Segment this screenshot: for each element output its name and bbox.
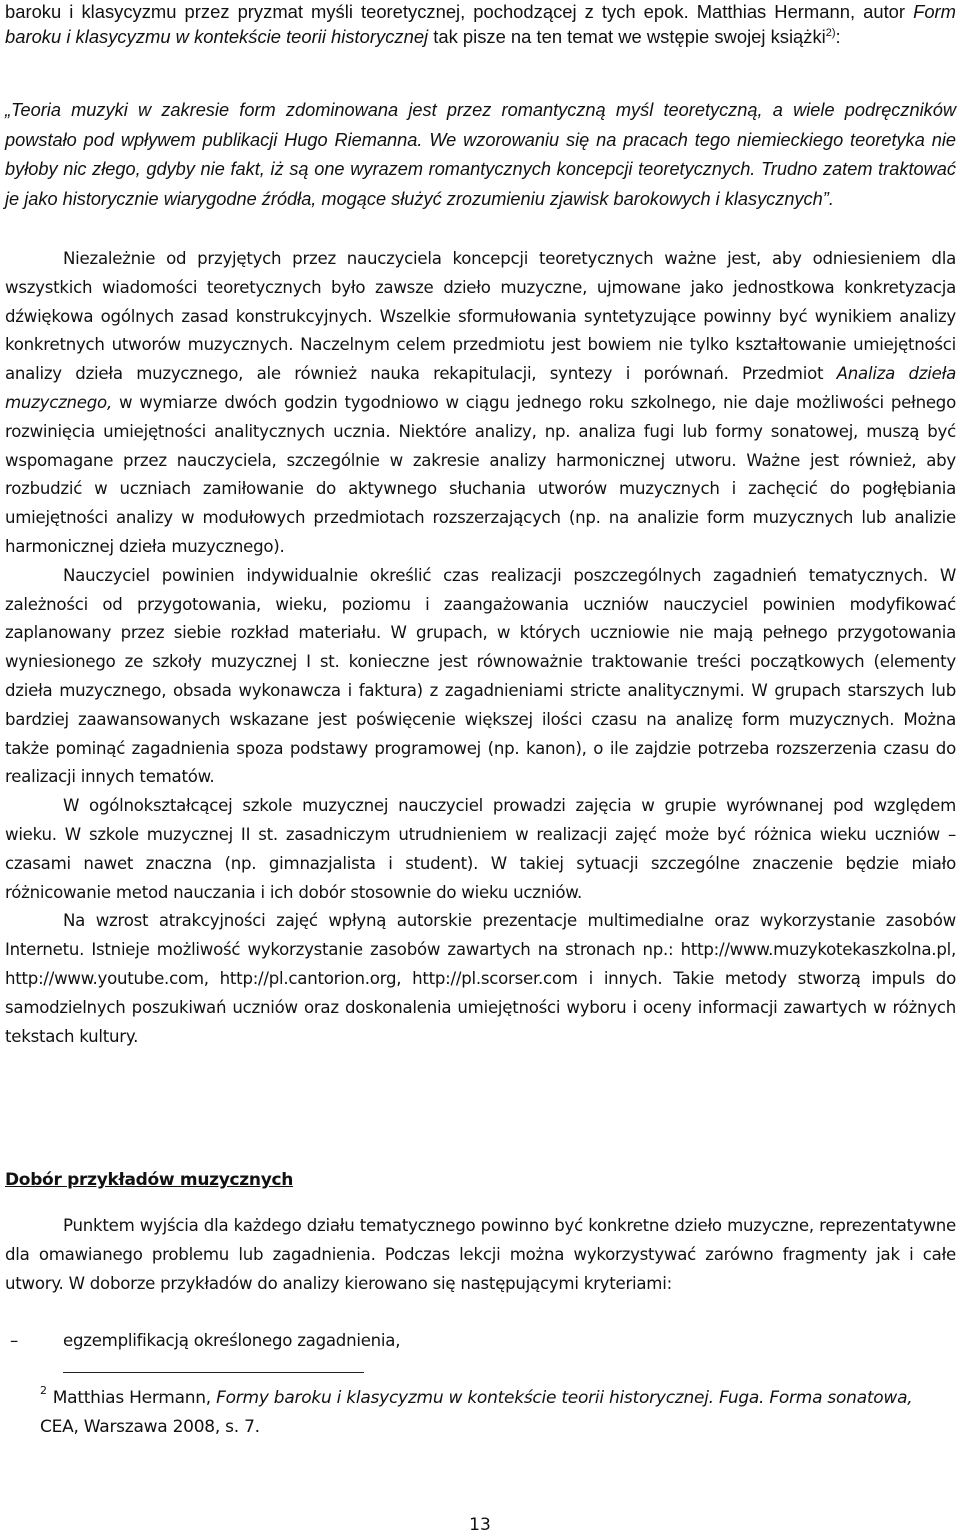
footnote-author: Matthias Hermann,	[52, 1388, 217, 1408]
list-dash: –	[10, 1330, 19, 1350]
book-title: Form baroku i klasycyzmu w kontekście teorii historycznej	[5, 1, 956, 47]
subject-name: Analiza dzieła muzycznego,	[5, 364, 956, 412]
criteria-list	[5, 1326, 956, 1354]
footnote-publisher: CEA, Warszawa 2008, s. 7.	[40, 1417, 260, 1437]
paragraph-text: Niezależnie od przyjętych przez nauczyciela koncepcji teoretycznych ważne jest, aby odniesieniem dla wszystkich wiadomości teoretycznych było zawsze dzieło muzyczne, ujmowane jako jednostkowa konkretyzacja dźwiękowa ogólnych zasad konstrukcyjnych. Wszelkie sformułowania syntetyzujące powinny być wynikiem analizy konkretnych utworów muzycznych. Naczelnym celem przedmiotu jest bowiem nie tylko kształtowanie umiejętności analizy dzieła muzycznego, ale również nauka rekapitulacji, syntezy i porównań. Przedmiot	[5, 249, 956, 384]
paragraph-analysis	[5, 245, 956, 562]
body-text	[5, 245, 956, 1051]
resource-links[interactable]: http://www.muzykotekaszkolna.pl, http://www.youtube.com, http://pl.cantorion.org, http://pl.scorser.com	[5, 940, 956, 988]
paragraph-text: i innych. Takie metody stworzą impuls do samodzielnych poszukiwań uczniów oraz doskonalenia umiejętności wyboru i oceny informacji zawartych w różnych tekstach kultury.	[5, 968, 956, 1046]
paragraph-age: W ogólnokształcącej szkole muzycznej nauczyciel prowadzi zajęcia w grupie wyrównanej pod względem wieku. W szkole muzycznej II st. zasadniczym utrudnieniem w realizacji zajęć może być różnica wieku uczniów – czasami nawet znaczna (np. gimnazjalista i student). W takiej sytuacji szczególne znaczenie będzie miało różnicowanie metod nauczania i ich dobór stosownie do wieku uczniów.	[5, 796, 956, 902]
paragraph-multimedia	[5, 907, 956, 1051]
footnote-number: 2	[40, 1384, 47, 1397]
section-heading: Dobór przykładów muzycznych	[5, 1170, 294, 1190]
list-item-text: egzemplifikacją określonego zagadnienia,	[63, 1330, 401, 1350]
footnote	[40, 1384, 920, 1442]
paragraph-text: Na wzrost atrakcyjności zajęć wpłyną autorskie prezentacje multimedialne oraz wykorzystanie zasobów Internetu. Istnieje możliwość wykorzystanie zasobów zawartych na stronach np.:	[5, 911, 956, 960]
footnote-reference[interactable]: 2)	[825, 26, 836, 39]
intro-text-middle: tak pisze na ten temat we wstępie swojej książki	[428, 25, 826, 47]
page-number: 13	[469, 1515, 491, 1535]
footnote-separator	[63, 1372, 364, 1373]
intro-paragraph	[5, 0, 956, 49]
block-quote: „Teoria muzyki w zakresie form zdominowana jest przez romantyczną myśl teoretyczną, a wiele podręczników powstało pod wpływem publikacji Hugo Riemanna. We wzorowaniu się na pracach tego niemieckiego teoretyka nie byłoby nic złego, gdyby nie fakt, iż są one wyrazem romantycznych koncepcji teoretycznych. Trudno zatem traktować je jako historycznie wiarygodne źródła, mogące służyć zrozumieniu zjawisk barokowych i klasycznych”.	[5, 100, 956, 209]
paragraph-text: w wymiarze dwóch godzin tygodniowo w ciągu jednego roku szkolnego, nie daje możliwości pełnego rozwinięcia umiejętności analitycznych ucznia. Niektóre analizy, np. analiza fugi lub formy sonatowej, muszą być wspomagane przez nauczyciela, szczególnie w zakresie analizy harmonicznej utworu. Ważne jest również, aby rozbudzić w uczniach zamiłowanie do aktywnego słuchania utworów muzycznych i zachęcić do pogłębiania umiejętności analizy w modułowych przedmiotach rozszerzających (np. na analizie form muzycznych lub analizie harmonicznej dzieła muzycznego).	[5, 392, 956, 556]
list-item	[5, 1326, 956, 1354]
paragraph-time: Nauczyciel powinien indywidualnie określić czas realizacji poszczególnych zagadnień tematycznych. W zależności od przygotowania, wieku, poziomu i zaangażowania uczniów nauczyciel powinien modyfikować zaplanowany przez siebie rozkład materiału. W grupach, w których uczniowie nie mają pełnego przygotowania wyniesionego ze szkoły muzycznej I st. konieczne jest równoważnie traktowanie treści początkowych (elementy dzieła muzycznego, obsada wykonawcza i faktura) z zagadnieniami stricte analitycznymi. W grupach starszych lub bardziej zaawansowanych wskazane jest poświęcenie większej ilości czasu na analizę form muzycznych. Można także pominąć zagadnienia spoza podstawy programowej (np. kanon), o ile zajdzie potrzeba rozszerzenia czasu do realizacji innych tematów.	[5, 565, 956, 787]
section-paragraph: Punktem wyjścia dla każdego działu tematycznego powinno być konkretne dzieło muzyczne, reprezentatywne dla omawianego problemu lub zagadnienia. Podczas lekcji można wykorzystywać zarówno fragmenty jak i całe utwory. W doborze przykładów do analizy kierowano się następującymi kryteriami:	[5, 1216, 956, 1293]
intro-text-end: :	[835, 25, 841, 47]
intro-text: baroku i klasycyzmu przez pryzmat myśli teoretycznej, pochodzącej z tych epok. Matthias Hermann, autor	[5, 1, 914, 22]
footnote-title: Formy baroku i klasycyzmu w kontekście teorii historycznej. Fuga. Forma sonatowa,	[216, 1388, 913, 1408]
